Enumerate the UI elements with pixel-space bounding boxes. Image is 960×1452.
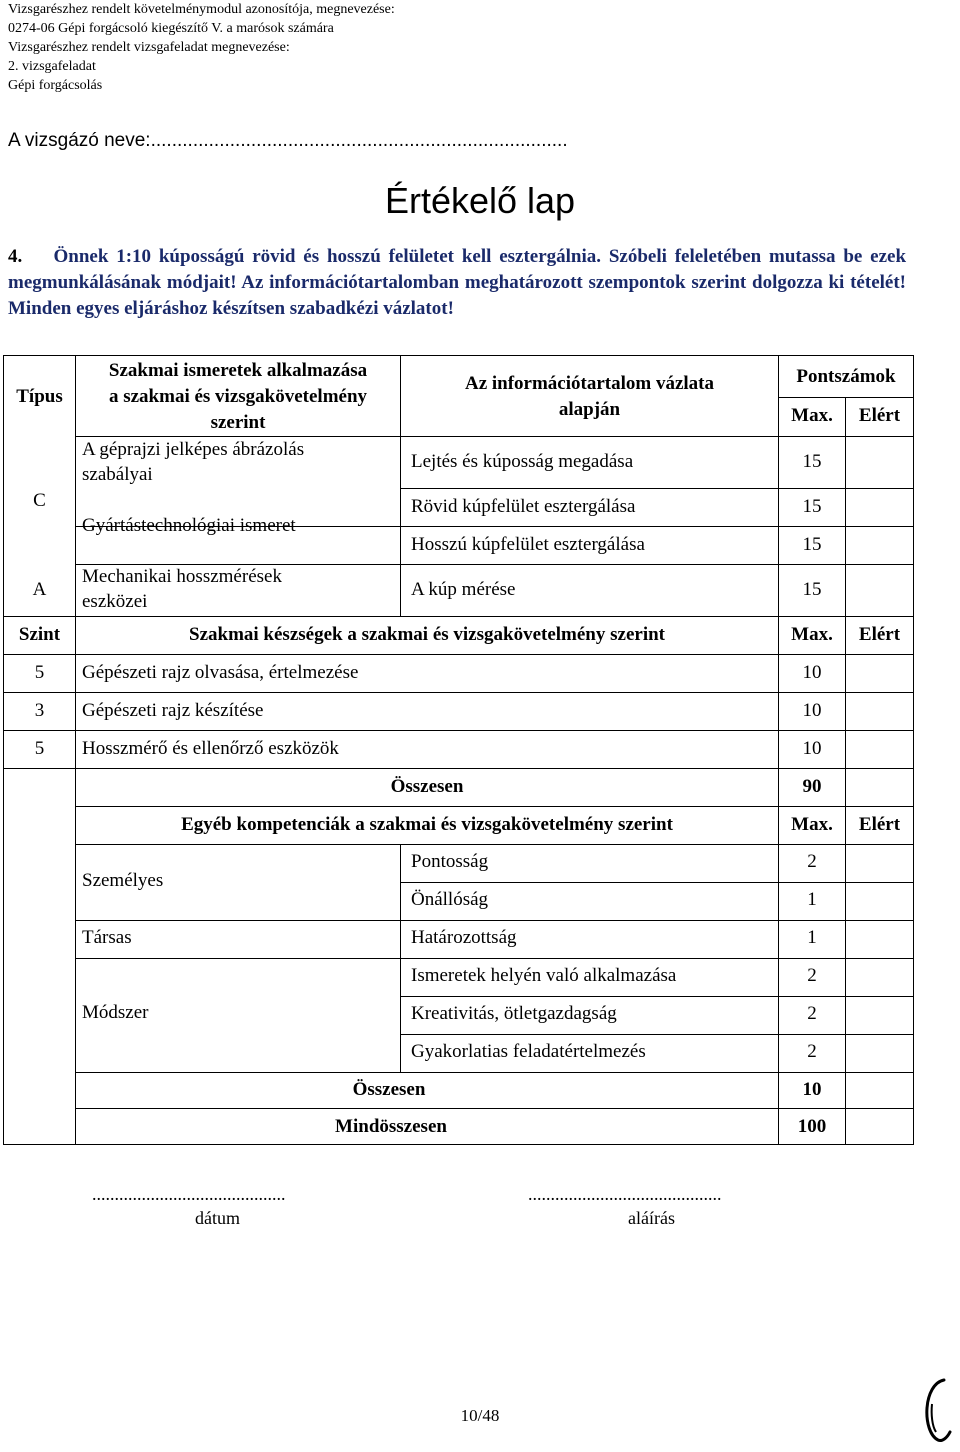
competency-label: Pontosság: [411, 851, 489, 872]
skills-section-title: Szakmai készségek a szakmai és vizsgakövetelmény szerint: [189, 624, 665, 645]
date-dots: ...........................................: [92, 1184, 286, 1204]
skill-level: 3: [34, 700, 45, 721]
header-line-3: Vizsgarészhez rendelt vizsgafeladat megnevezése:: [8, 40, 290, 55]
col-header-elert: Elért: [858, 405, 901, 426]
skill-max: 10: [802, 738, 822, 759]
date-label: dátum: [195, 1208, 240, 1228]
col-header-ismeretek-2: a szakmai és vizsgakövetelmény: [108, 386, 368, 407]
group-tarsas: Társas: [82, 927, 132, 948]
skill-label: Gépészeti rajz olvasása, értelmezése: [82, 662, 359, 683]
skill-line: eszközei: [82, 591, 148, 612]
skill-level: 5: [34, 662, 45, 683]
max-points: 15: [802, 451, 822, 472]
other-competencies-title: Egyéb kompetenciák a szakmai és vizsgakövetelmény szerint: [181, 814, 673, 835]
task-description: [8, 244, 906, 322]
subtotal-value: 10: [802, 1079, 822, 1100]
col-header-info-2: alapján: [558, 399, 621, 420]
col-header-pontszamok: Pontszámok: [796, 366, 896, 387]
type-code-a: A: [32, 579, 47, 600]
total-label: Mindösszesen: [335, 1116, 447, 1137]
header-line-4: 2. vizsgafeladat: [8, 59, 96, 74]
skill-label: Gépészeti rajz készítése: [82, 700, 264, 721]
max-points: 15: [802, 534, 822, 555]
competency-label: Határozottság: [411, 927, 517, 948]
col-header-szint: Szint: [18, 624, 61, 645]
skill-line: A géprajzi jelképes ábrázolás: [82, 439, 305, 460]
skill-line: Gyártástechnológiai ismeret: [82, 515, 296, 536]
task-text: Önnek 1:10 kúposságú rövid és hosszú felületet kell esztergálnia. Szóbeli feleletében mutassa be ezek megmunkálásának módjait! Az információtartalomban meghatározott szempontok szerint dolgozza ki tételét! Minden egyes eljáráshoz készítsen szabadkézi vázlatot!: [8, 246, 907, 319]
competency-max: 2: [807, 1003, 817, 1024]
col-header-max: Max.: [791, 405, 833, 426]
competency-max: 2: [807, 851, 817, 872]
skill-max: 10: [802, 700, 822, 721]
skill-line: Mechanikai hosszmérések: [82, 566, 282, 587]
other-elert-header: Elért: [858, 814, 901, 835]
candidate-name-field: A vizsgázó neve:...............................................................................: [8, 130, 568, 151]
col-header-ismeretek-3: szerint: [210, 412, 266, 433]
page-number: 10/48: [460, 1406, 500, 1425]
type-code-c: C: [33, 490, 46, 511]
header-line-2: 0274-06 Gépi forgácsoló kiegészítő V. a marósok számára: [8, 21, 334, 36]
competency-max: 1: [807, 927, 817, 948]
col-header-ismeretek-1: Szakmai ismeretek alkalmazása: [108, 360, 368, 381]
subtotal-value: 90: [802, 776, 822, 797]
info-item: A kúp mérése: [411, 579, 516, 600]
task-number: 4.: [8, 246, 23, 267]
info-item: Hosszú kúpfelület esztergálása: [411, 534, 645, 555]
signature-label: aláírás: [628, 1208, 675, 1228]
competency-label: Kreativitás, ötletgazdagság: [411, 1003, 617, 1024]
competency-max: 2: [807, 965, 817, 986]
skill-max: 10: [802, 662, 822, 683]
subtotal-label: Összesen: [352, 1079, 426, 1100]
handwritten-initial-mark: [920, 1374, 954, 1446]
skill-line: szabályai: [82, 464, 153, 485]
col-header-tipus: Típus: [16, 386, 63, 407]
page-title: Értékelő lap: [384, 180, 576, 221]
signature-dots: ...........................................: [528, 1184, 722, 1204]
max-points: 15: [802, 579, 822, 600]
skill-label: Hosszmérő és ellenőrző eszközök: [82, 738, 339, 759]
competency-label: Gyakorlatias feladatértelmezés: [411, 1041, 646, 1062]
info-item: Rövid kúpfelület esztergálása: [411, 496, 636, 517]
col-header-info-1: Az információtartalom vázlata: [464, 373, 715, 394]
group-modszer: Módszer: [82, 1002, 149, 1023]
competency-label: Ismeretek helyén való alkalmazása: [411, 965, 677, 986]
skill-level: 5: [34, 738, 45, 759]
competency-max: 2: [807, 1041, 817, 1062]
competency-max: 1: [807, 889, 817, 910]
max-points: 15: [802, 496, 822, 517]
header-line-5: Gépi forgácsolás: [8, 78, 103, 93]
skills-max-header: Max.: [791, 624, 833, 645]
skills-elert-header: Elért: [858, 624, 901, 645]
document-header: [8, 0, 395, 95]
info-item: Lejtés és kúposság megadása: [411, 451, 634, 472]
other-max-header: Max.: [791, 814, 833, 835]
subtotal-label: Összesen: [390, 776, 464, 797]
header-line-1: Vizsgarészhez rendelt követelménymodul azonosítója, megnevezése:: [8, 2, 395, 17]
total-value: 100: [797, 1116, 827, 1137]
group-szemelyes: Személyes: [82, 870, 164, 891]
competency-label: Önállóság: [411, 889, 489, 910]
